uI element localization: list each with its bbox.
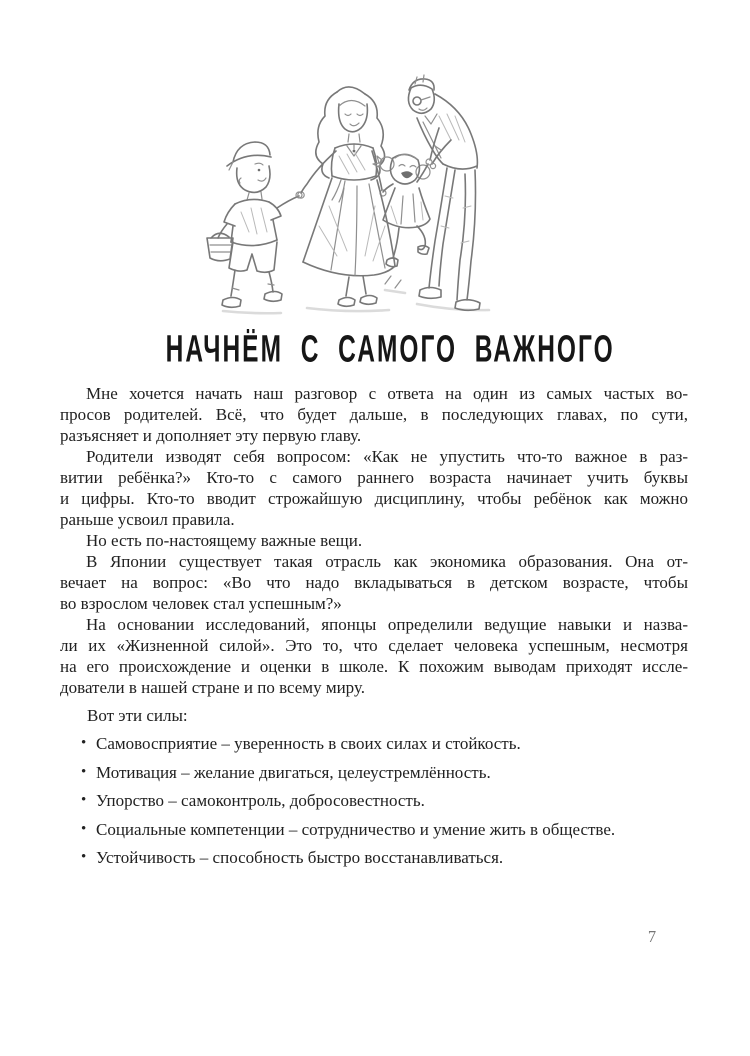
paragraph-line: разъясняет и дополняет эту первую главу. bbox=[60, 426, 362, 445]
paragraph-line: на его происхождение и оценки в школе. К похожим выводам приходят иссле- bbox=[60, 657, 688, 676]
paragraph-line: дователи в нашей стране и по всему миру. bbox=[60, 678, 365, 697]
body-text bbox=[60, 383, 688, 868]
paragraph-line: и цифры. Кто-то вводит строжайшую дисциплину, чтобы ребёнок как можно bbox=[60, 489, 688, 508]
paragraph bbox=[60, 614, 688, 698]
father-sketch bbox=[408, 75, 480, 310]
family-illustration bbox=[188, 56, 560, 324]
paragraph-line: витии ребёнка?» Кто-то с самого раннего возраста начинает учить буквы bbox=[60, 468, 688, 487]
book-page bbox=[0, 56, 750, 868]
paragraph-line: Мне хочется начать наш разговор с ответа на один из самых частых во- bbox=[86, 384, 688, 403]
paragraph-line: В Японии существует такая отрасль как экономика образования. Она от- bbox=[86, 552, 688, 571]
paragraph bbox=[60, 446, 688, 530]
paragraph-line: во взрослом человек стал успешным?» bbox=[60, 594, 342, 613]
paragraph-line: ли их «Жизненной силой». Это то, что сделает человека успешным, несмотря bbox=[60, 636, 688, 655]
bullet-dot-icon: • bbox=[81, 792, 87, 809]
girl-sketch bbox=[373, 154, 430, 288]
paragraph bbox=[60, 383, 688, 446]
mother-sketch bbox=[296, 87, 395, 306]
paragraph-line: Родители изводят себя вопросом: «Как не упустить что-то важное в раз- bbox=[86, 447, 688, 466]
list-item bbox=[60, 762, 688, 783]
list-item bbox=[60, 819, 688, 840]
forces-list bbox=[60, 733, 688, 868]
list-item-text: Мотивация – желание двигаться, целеустремлённость. bbox=[96, 762, 491, 782]
paragraph bbox=[60, 530, 688, 551]
list-item bbox=[60, 847, 688, 868]
bullet-dot-icon: • bbox=[81, 763, 87, 780]
list-item-text: Устойчивость – способность быстро восстанавливаться. bbox=[96, 848, 504, 868]
chapter-title bbox=[60, 326, 688, 371]
list-item bbox=[60, 790, 688, 811]
list-item-text: Социальные компетенции – сотрудничество и умение жить в обществе. bbox=[96, 819, 616, 839]
list-item-text: Упорство – самоконтроль, добросовестность. bbox=[96, 791, 425, 811]
family-sketch-svg bbox=[188, 56, 560, 324]
paragraph-line: вечает на вопрос: «Во что надо вкладываться в детском возрасте, чтобы bbox=[60, 573, 688, 592]
paragraph-line: На основании исследований, японцы определили ведущие навыки и назва- bbox=[86, 615, 688, 634]
bullet-dot-icon: • bbox=[81, 849, 87, 866]
chapter-title-text: НАЧНЁМ С САМОГО ВАЖНОГО bbox=[165, 326, 615, 371]
list-item bbox=[60, 733, 688, 754]
boy-sketch bbox=[207, 142, 304, 307]
bullet-dot-icon: • bbox=[81, 820, 87, 837]
page-number: 7 bbox=[647, 927, 657, 946]
paragraph-line: раньше усвоил правила. bbox=[60, 510, 235, 529]
paragraph-line: просов родителей. Всё, что будет дальше, в последующих главах, по сути, bbox=[60, 405, 688, 424]
bullet-dot-icon: • bbox=[81, 735, 87, 751]
list-item-text: Самовосприятие – уверенность в своих силах и стойкость. bbox=[96, 734, 521, 753]
paragraph bbox=[60, 551, 688, 614]
paragraphs bbox=[60, 383, 688, 698]
list-intro: Вот эти силы: bbox=[87, 706, 188, 725]
paragraph-line: Но есть по-настоящему важные вещи. bbox=[86, 531, 363, 550]
